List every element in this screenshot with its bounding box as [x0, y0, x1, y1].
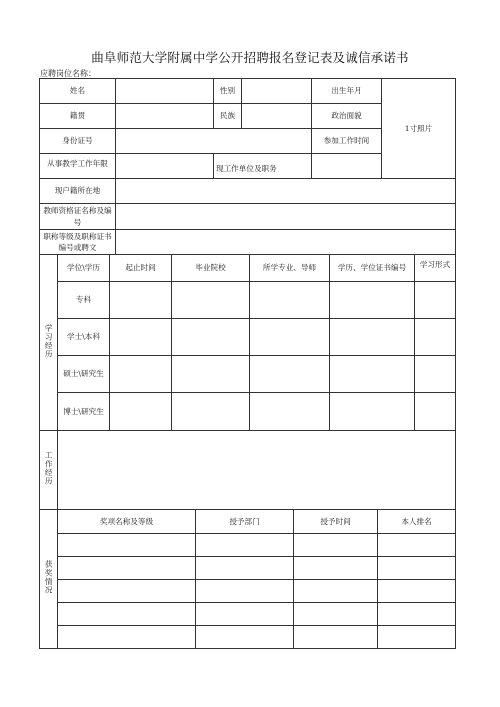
study-cell[interactable] — [250, 393, 330, 431]
study-section-label — [40, 255, 58, 431]
award-cell[interactable] — [294, 534, 378, 557]
study-header-degree: 学位\学历 — [58, 255, 110, 282]
award-cell[interactable] — [58, 580, 196, 603]
award-cell[interactable] — [58, 557, 196, 580]
award-cell[interactable] — [196, 534, 294, 557]
awards-header-date: 授予时间 — [294, 510, 378, 534]
study-header-form: 学习形式 — [415, 255, 456, 282]
award-cell[interactable] — [378, 557, 456, 580]
origin-label-cell: 籍贯 — [40, 104, 116, 129]
study-cell[interactable] — [110, 356, 172, 393]
award-cell[interactable] — [378, 603, 456, 626]
award-cell[interactable] — [294, 580, 378, 603]
study-cell[interactable] — [330, 356, 415, 393]
study-cell[interactable] — [330, 282, 415, 319]
study-cell[interactable] — [415, 282, 456, 319]
teach-years-label-cell: 从事教学工作年限 — [40, 154, 116, 179]
award-cell[interactable] — [378, 626, 456, 649]
study-header-school: 毕业院校 — [172, 255, 250, 282]
award-cell[interactable] — [196, 557, 294, 580]
teacher-cert-label-cell: 教师资格证名称及编号 — [40, 204, 116, 230]
study-level-doctor: 博士\研究生 — [58, 393, 110, 431]
award-cell[interactable] — [294, 626, 378, 649]
current-unit-label-cell: 现工作单位及职务 — [214, 154, 312, 179]
study-header-period: 起止时间 — [110, 255, 172, 282]
teacher-cert-input-cell[interactable] — [116, 204, 456, 230]
household-input-cell[interactable] — [116, 179, 456, 204]
study-level-master: 硕士\研究生 — [58, 356, 110, 393]
awards-section-label — [40, 510, 58, 649]
ethnicity-label-cell: 民族 — [214, 104, 242, 129]
study-cell[interactable] — [110, 282, 172, 319]
politics-label-cell: 政治面貌 — [312, 104, 382, 129]
award-cell[interactable] — [58, 534, 196, 557]
study-cell[interactable] — [172, 356, 250, 393]
work-section-text: 工作经历 — [44, 451, 54, 486]
study-cell[interactable] — [172, 319, 250, 356]
award-cell[interactable] — [196, 580, 294, 603]
study-header-cert: 学历、学位证书编号 — [330, 255, 415, 282]
award-cell[interactable] — [58, 626, 196, 649]
current-unit-input-cell[interactable] — [312, 154, 382, 179]
study-cell[interactable] — [250, 356, 330, 393]
form-title: 曲阜师范大学附属中学公开招聘报名登记表及诚信承诺书 — [91, 50, 409, 65]
teach-years-input-cell[interactable] — [116, 154, 214, 179]
awards-header-dept: 授予部门 — [196, 510, 294, 534]
name-label-cell: 姓名 — [40, 79, 116, 104]
study-cell[interactable] — [415, 393, 456, 431]
title-cert-label-cell: 职称等级及职称证书编号或聘文 — [40, 230, 116, 255]
award-cell[interactable] — [58, 603, 196, 626]
award-cell[interactable] — [196, 626, 294, 649]
study-cell[interactable] — [110, 393, 172, 431]
birth-label-cell: 出生年月 — [312, 79, 382, 104]
name-input-cell[interactable] — [116, 79, 214, 104]
awards-table — [39, 509, 456, 649]
study-cell[interactable] — [250, 319, 330, 356]
award-cell[interactable] — [196, 603, 294, 626]
work-start-label-cell: 参加工作时间 — [312, 129, 382, 154]
study-section-text: 学习经历 — [44, 323, 54, 358]
study-cell[interactable] — [172, 282, 250, 319]
study-cell[interactable] — [250, 282, 330, 319]
study-level-junior: 专科 — [58, 282, 110, 319]
awards-header-name: 奖项名称及等级 — [58, 510, 196, 534]
gender-label-cell: 性别 — [214, 79, 242, 104]
study-level-bachelor: 学士\本科 — [58, 319, 110, 356]
award-cell[interactable] — [378, 534, 456, 557]
post-label: 应聘岗位名称： — [40, 69, 96, 78]
basic-info-grid — [39, 78, 456, 255]
study-cell[interactable] — [330, 393, 415, 431]
work-table — [39, 430, 456, 510]
title-cert-input-cell[interactable] — [116, 230, 456, 255]
awards-header-rank: 本人排名 — [378, 510, 456, 534]
id-input-cell[interactable] — [116, 129, 312, 154]
award-cell[interactable] — [294, 557, 378, 580]
study-cell[interactable] — [110, 319, 172, 356]
awards-section-text: 获奖情况 — [44, 560, 54, 595]
work-section-label — [40, 431, 58, 510]
gender-input-cell[interactable] — [242, 79, 312, 104]
origin-input-cell[interactable] — [116, 104, 214, 129]
award-cell[interactable] — [378, 580, 456, 603]
study-table — [39, 254, 456, 431]
award-cell[interactable] — [294, 603, 378, 626]
study-cell[interactable] — [172, 393, 250, 431]
id-label-cell: 身份证号 — [40, 129, 116, 154]
photo-cell[interactable]: 1寸照片 — [382, 79, 456, 179]
work-content-cell[interactable] — [58, 431, 456, 510]
study-cell[interactable] — [415, 356, 456, 393]
study-header-major: 所学专业、导师 — [250, 255, 330, 282]
household-label-cell: 现户籍所在地 — [40, 179, 116, 204]
study-cell[interactable] — [415, 319, 456, 356]
study-cell[interactable] — [330, 319, 415, 356]
ethnicity-input-cell[interactable] — [242, 104, 312, 129]
